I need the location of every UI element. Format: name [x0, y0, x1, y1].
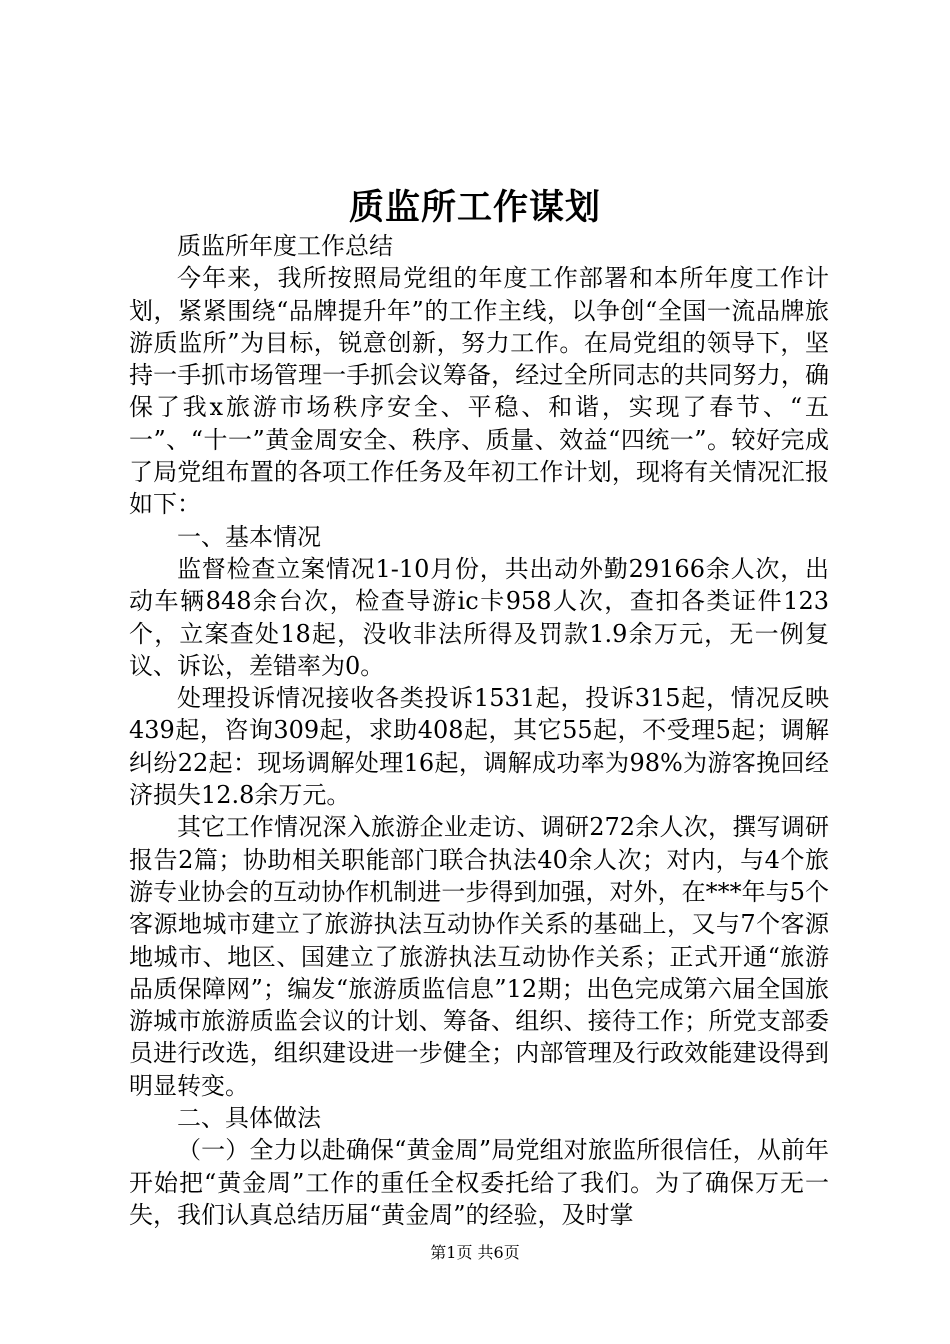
paragraph-golden-week: （一）全力以赴确保“黄金周”局党组对旅监所很信任，从前年开始把“黄金周”工作的重任全权委托给了我们。为了确保万无一失，我们认真总结历届“黄金周”的经验，及时掌 [129, 1136, 829, 1229]
document-body [129, 230, 829, 1231]
paragraph-inspection: 监督检查立案情况1-10月份，共出动外勤29166余人次，出动车辆848余台次，检查导游ic卡958人次，查扣各类证件123个，立案查处18起，没收非法所得及罚款1.9余万元，无一例复议、诉讼，差错率为0。 [129, 554, 829, 680]
section-heading-methods: 二、具体做法 [177, 1104, 321, 1133]
paragraph-complaints: 处理投诉情况接收各类投诉1531起，投诉315起，情况反映439起，咨询309起，求助408起，其它55起，不受理5起；调解纠纷22起：现场调解处理16起，调解成功率为98%为游客挽回经济损失12.8余万元。 [129, 684, 829, 810]
page-number: 第1页 共6页 [430, 1243, 520, 1262]
document-title: 质监所工作谋划 [348, 187, 601, 228]
section-heading-basic: 一、基本情况 [177, 522, 321, 551]
paragraph-intro: 今年来，我所按照局党组的年度工作部署和本所年度工作计划，紧紧围绕“品牌提升年”的工作主线，以争创“全国一流品牌旅游质监所”为目标，锐意创新，努力工作。在局党组的领导下，坚持一手抓市场管理一手抓会议筹备，经过全所同志的共同努力，确保了我x旅游市场秩序安全、平稳、和谐，实现了春节、“五一”、“十一”黄金周安全、秩序、质量、效益“四统一”。较好完成了局党组布置的各项工作任务及年初工作计划，现将有关情况汇报如下： [129, 264, 829, 519]
paragraph-subtitle: 质监所年度工作总结 [177, 232, 393, 260]
paragraph-other-work: 其它工作情况深入旅游企业走访、调研272余人次，撰写调研报告2篇；协助相关职能部门联合执法40余人次；对内，与4个旅游专业协会的互动协作机制进一步得到加强，对外，在***年与5个客源地城市建立了旅游执法互动协作关系的基础上，又与7个客源地城市、地区、国建立了旅游执法互动协作关系；正式开通“旅游品质保障网”；编发“旅游质监信息”12期；出色完成第六届全国旅游城市旅游质监会议的计划、筹备、组织、接待工作；所党支部委员进行改选，组织建设进一步健全；内部管理及行政效能建设得到明显转变。 [129, 813, 829, 1100]
